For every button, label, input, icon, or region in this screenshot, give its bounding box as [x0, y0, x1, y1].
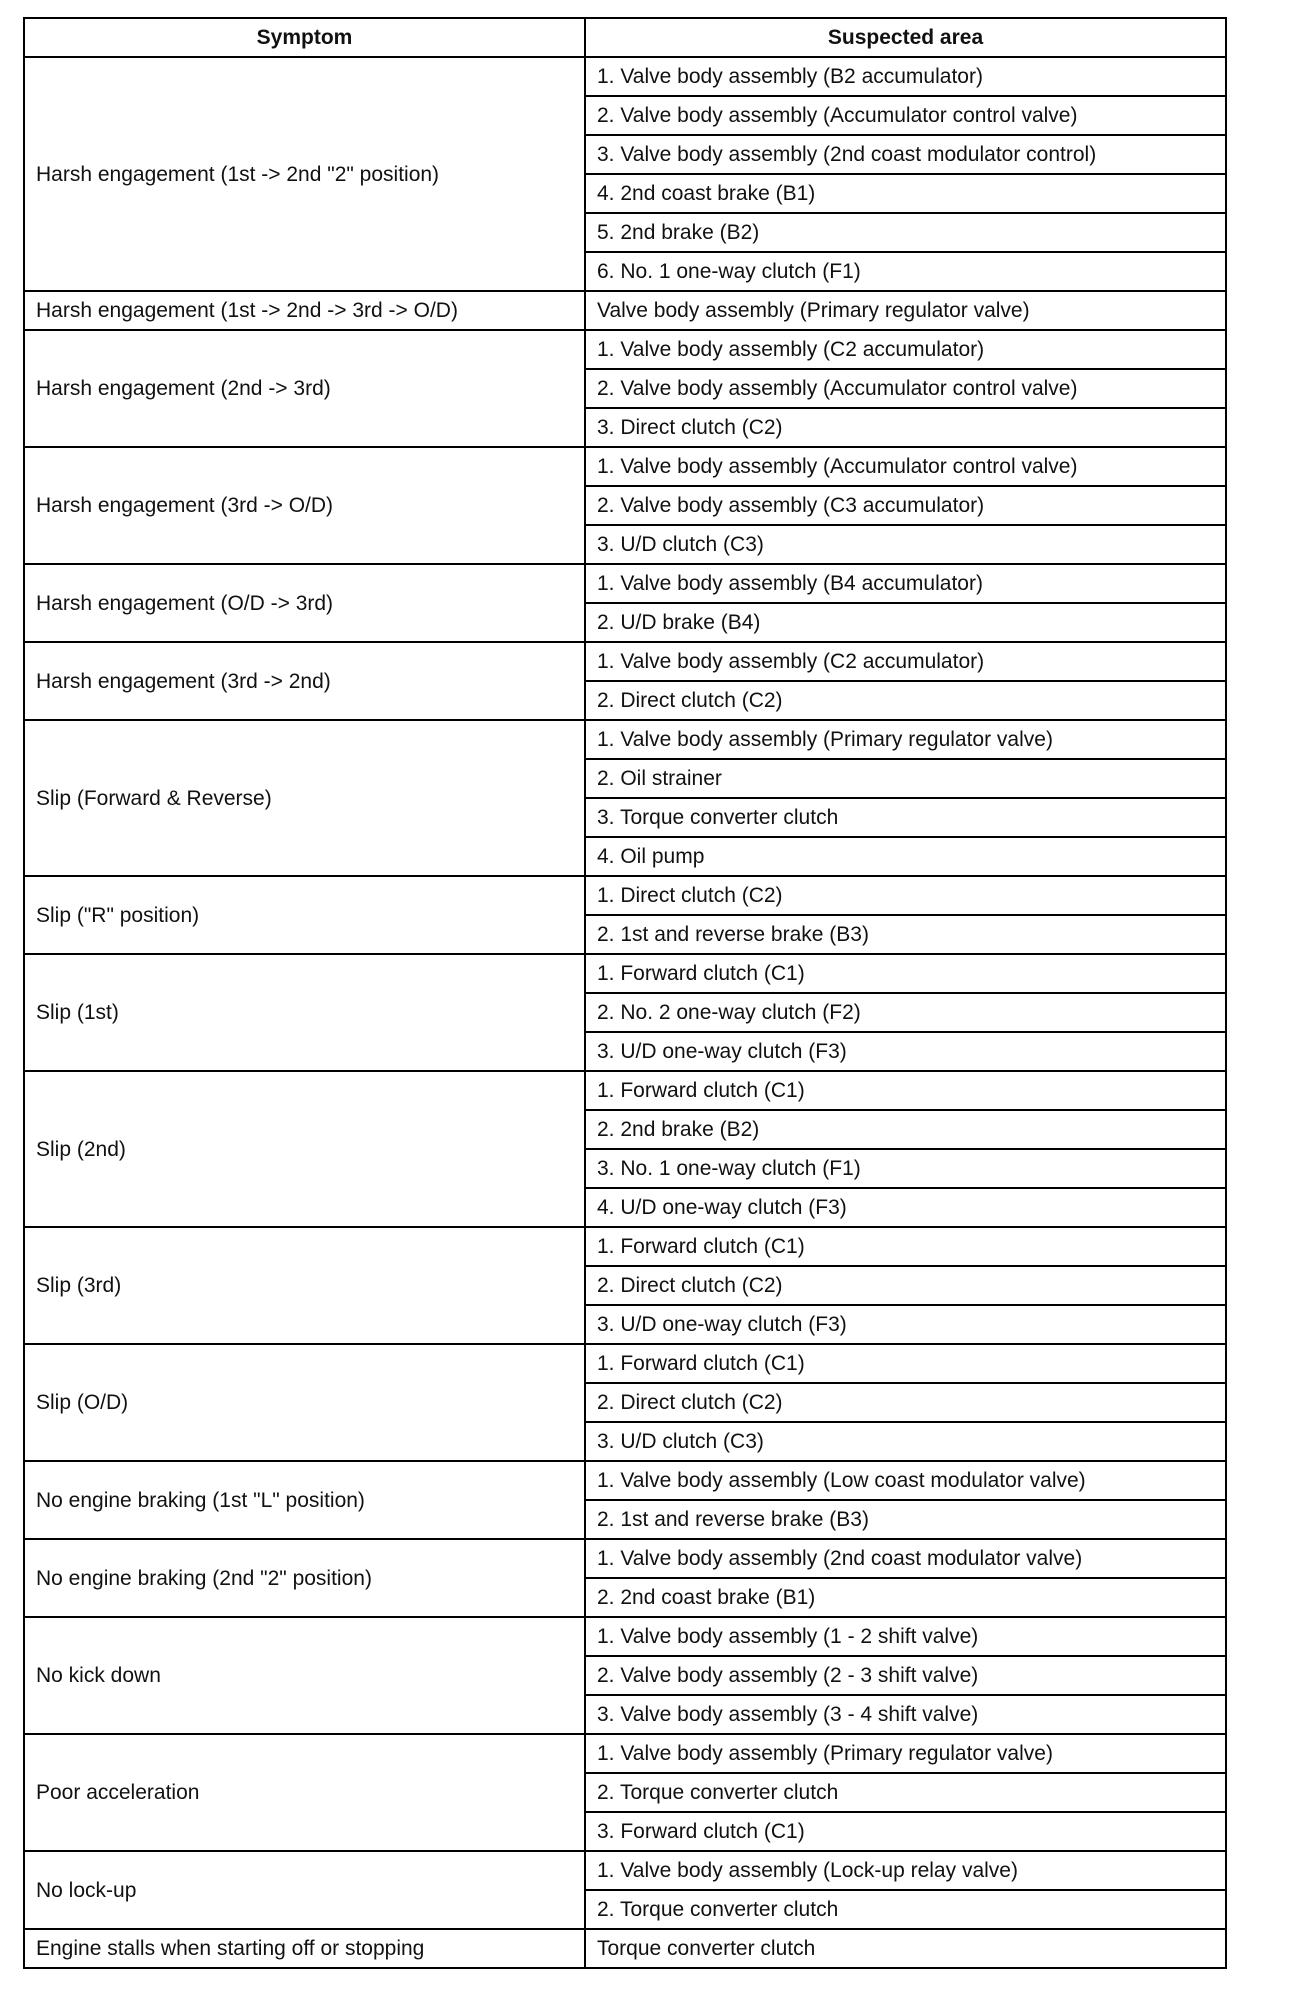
suspected-area-cell: 2. 1st and reverse brake (B3): [585, 1500, 1226, 1539]
table-row: [24, 1227, 1226, 1266]
symptom-cell: Harsh engagement (1st -> 2nd "2" position): [24, 57, 585, 291]
suspected-area-cell: 2. Oil strainer: [585, 759, 1226, 798]
suspected-area-cell: 3. Forward clutch (C1): [585, 1812, 1226, 1851]
symptom-column-header: Symptom: [24, 18, 585, 57]
suspected-area-cell: 1. Forward clutch (C1): [585, 1344, 1226, 1383]
suspected-area-cell: 1. Forward clutch (C1): [585, 1227, 1226, 1266]
suspected-area-cell: 1. Valve body assembly (Lock-up relay valve): [585, 1851, 1226, 1890]
table-body: [24, 57, 1226, 1968]
suspected-area-cell: 1. Valve body assembly (Primary regulator valve): [585, 1734, 1226, 1773]
symptom-cell: Engine stalls when starting off or stopping: [24, 1929, 585, 1968]
suspected-area-cell: 4. 2nd coast brake (B1): [585, 174, 1226, 213]
symptom-cell: Slip (O/D): [24, 1344, 585, 1461]
suspected-area-cell: 3. U/D clutch (C3): [585, 1422, 1226, 1461]
symptom-table: [23, 17, 1227, 1969]
suspected-area-cell: 5. 2nd brake (B2): [585, 213, 1226, 252]
symptom-cell: No kick down: [24, 1617, 585, 1734]
suspected-area-cell: 6. No. 1 one-way clutch (F1): [585, 252, 1226, 291]
table-row: [24, 57, 1226, 96]
symptom-cell: Harsh engagement (3rd -> O/D): [24, 447, 585, 564]
table-row: [24, 1734, 1226, 1773]
table-row: [24, 1539, 1226, 1578]
suspected-area-cell: 1. Direct clutch (C2): [585, 876, 1226, 915]
suspected-area-cell: 3. Torque converter clutch: [585, 798, 1226, 837]
table-row: [24, 954, 1226, 993]
suspected-area-cell: 1. Valve body assembly (Low coast modulator valve): [585, 1461, 1226, 1500]
suspected-area-cell: 1. Valve body assembly (C2 accumulator): [585, 642, 1226, 681]
table-row: [24, 1461, 1226, 1500]
table-row: [24, 1929, 1226, 1968]
suspected-area-cell: 3. Valve body assembly (2nd coast modulator control): [585, 135, 1226, 174]
table-row: [24, 330, 1226, 369]
symptom-cell: Harsh engagement (O/D -> 3rd): [24, 564, 585, 642]
suspected-area-cell: 1. Valve body assembly (Accumulator control valve): [585, 447, 1226, 486]
suspected-area-cell: 3. No. 1 one-way clutch (F1): [585, 1149, 1226, 1188]
symptom-cell: Harsh engagement (3rd -> 2nd): [24, 642, 585, 720]
suspected-area-cell: Torque converter clutch: [585, 1929, 1226, 1968]
suspected-area-cell: 1. Valve body assembly (1 - 2 shift valve): [585, 1617, 1226, 1656]
table-row: [24, 1851, 1226, 1890]
suspected-area-cell: 4. Oil pump: [585, 837, 1226, 876]
table-row: [24, 1071, 1226, 1110]
suspected-area-cell: 2. No. 2 one-way clutch (F2): [585, 993, 1226, 1032]
suspected-area-cell: 3. U/D one-way clutch (F3): [585, 1032, 1226, 1071]
suspected-area-cell: 1. Valve body assembly (C2 accumulator): [585, 330, 1226, 369]
table-row: [24, 642, 1226, 681]
suspected-area-cell: Valve body assembly (Primary regulator valve): [585, 291, 1226, 330]
suspected-area-cell: 3. Valve body assembly (3 - 4 shift valve): [585, 1695, 1226, 1734]
suspected-area-cell: 2. Valve body assembly (Accumulator control valve): [585, 369, 1226, 408]
symptom-cell: No engine braking (1st "L" position): [24, 1461, 585, 1539]
suspected-area-cell: 2. Direct clutch (C2): [585, 1266, 1226, 1305]
suspected-area-cell: 1. Forward clutch (C1): [585, 954, 1226, 993]
table-row: [24, 1344, 1226, 1383]
symptom-cell: Poor acceleration: [24, 1734, 585, 1851]
table-row: [24, 876, 1226, 915]
suspected-area-cell: 1. Valve body assembly (B4 accumulator): [585, 564, 1226, 603]
table-header-row: [24, 18, 1226, 57]
suspected-area-cell: 2. Direct clutch (C2): [585, 681, 1226, 720]
suspected-area-cell: 3. U/D one-way clutch (F3): [585, 1305, 1226, 1344]
suspected-area-column-header: Suspected area: [585, 18, 1226, 57]
suspected-area-cell: 1. Valve body assembly (B2 accumulator): [585, 57, 1226, 96]
table-row: [24, 1617, 1226, 1656]
table-row: [24, 447, 1226, 486]
suspected-area-cell: 3. Direct clutch (C2): [585, 408, 1226, 447]
suspected-area-cell: 2. U/D brake (B4): [585, 603, 1226, 642]
symptom-cell: Slip (3rd): [24, 1227, 585, 1344]
suspected-area-cell: 2. Valve body assembly (2 - 3 shift valve): [585, 1656, 1226, 1695]
suspected-area-cell: 2. Torque converter clutch: [585, 1773, 1226, 1812]
symptom-cell: Slip (2nd): [24, 1071, 585, 1227]
symptom-cell: No lock-up: [24, 1851, 585, 1929]
table-row: [24, 720, 1226, 759]
suspected-area-cell: 1. Forward clutch (C1): [585, 1071, 1226, 1110]
symptom-cell: Harsh engagement (1st -> 2nd -> 3rd -> O/D): [24, 291, 585, 330]
symptom-cell: Slip (1st): [24, 954, 585, 1071]
symptom-cell: Slip (Forward & Reverse): [24, 720, 585, 876]
suspected-area-cell: 1. Valve body assembly (Primary regulator valve): [585, 720, 1226, 759]
suspected-area-cell: 1. Valve body assembly (2nd coast modulator valve): [585, 1539, 1226, 1578]
suspected-area-cell: 2. Valve body assembly (Accumulator control valve): [585, 96, 1226, 135]
symptom-cell: No engine braking (2nd "2" position): [24, 1539, 585, 1617]
symptom-cell: Slip ("R" position): [24, 876, 585, 954]
suspected-area-cell: 2. 2nd coast brake (B1): [585, 1578, 1226, 1617]
suspected-area-cell: 2. Direct clutch (C2): [585, 1383, 1226, 1422]
table-row: [24, 564, 1226, 603]
table-row: [24, 291, 1226, 330]
suspected-area-cell: 2. Torque converter clutch: [585, 1890, 1226, 1929]
suspected-area-cell: 3. U/D clutch (C3): [585, 525, 1226, 564]
suspected-area-cell: 2. 2nd brake (B2): [585, 1110, 1226, 1149]
symptom-cell: Harsh engagement (2nd -> 3rd): [24, 330, 585, 447]
suspected-area-cell: 2. Valve body assembly (C3 accumulator): [585, 486, 1226, 525]
suspected-area-cell: 4. U/D one-way clutch (F3): [585, 1188, 1226, 1227]
suspected-area-cell: 2. 1st and reverse brake (B3): [585, 915, 1226, 954]
